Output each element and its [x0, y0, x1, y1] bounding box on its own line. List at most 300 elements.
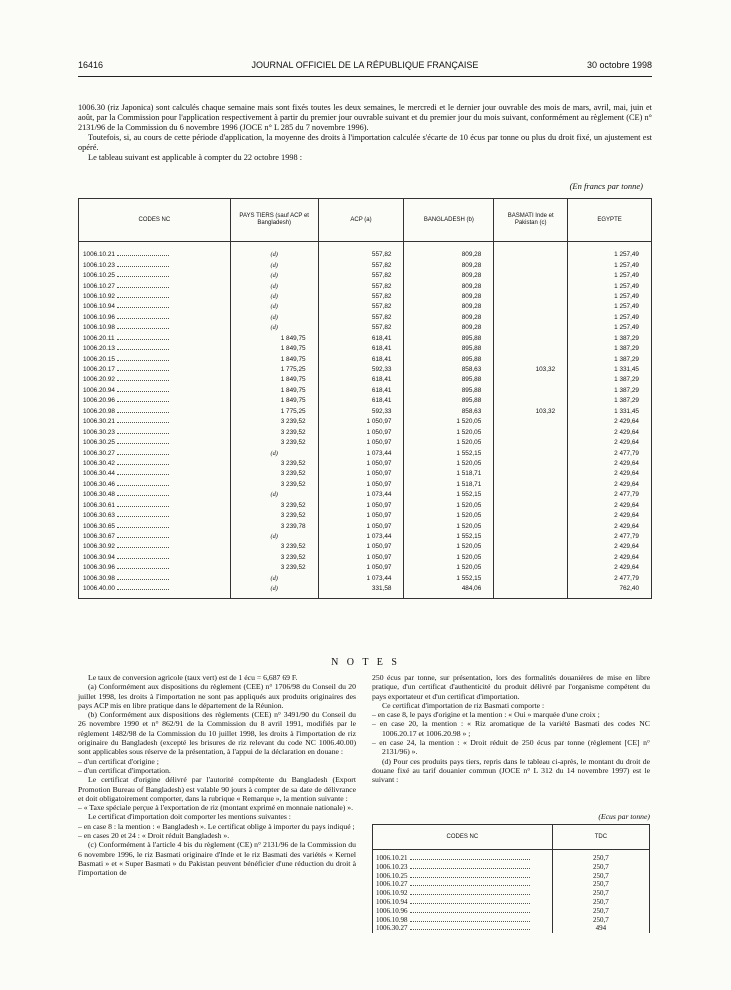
leader-dots [117, 334, 169, 340]
cell-egypte: 1 257,49 [568, 323, 652, 333]
cell-code: 1006.10.96 [79, 313, 231, 323]
leader-dots [410, 917, 530, 922]
cell-acp: 618,41 [318, 375, 404, 385]
cell-bangladesh: 1 552,15 [404, 448, 494, 458]
cell-pays-tiers: (d) [230, 242, 318, 261]
table-row [79, 365, 652, 375]
table-row [79, 532, 652, 542]
tdc-cell-value: 250,7 [552, 863, 649, 872]
cell-egypte: 1 331,45 [568, 407, 652, 417]
cell-egypte: 2 429,64 [568, 438, 652, 448]
leader-dots [117, 261, 169, 267]
cell-bangladesh: 895,88 [404, 386, 494, 396]
duties-table-body [79, 242, 652, 599]
cell-acp: 618,41 [318, 334, 404, 344]
cell-acp: 1 073,44 [318, 532, 404, 542]
small-table-unit: (Ecus par tonne) [598, 812, 650, 821]
table-row [79, 386, 652, 396]
tdc-col-header-codes: CODES NC [373, 825, 553, 850]
tdc-table-row [373, 850, 650, 863]
note-paragraph: (b) Conformément aux dispositions des règlements (CEE) n° 3491/90 du Conseil du 26 novembre 1990 et n° 862/91 de la Commission du 8 avril 1991, modifiés par le règlement 1482/98 de la Commission du 10 juillet 1998, les droits à l'importation de riz originaire du Bangladesh (excepté les brisures de riz relevant du code NC 1006.40.00) sont applicables sous réserve de la présentation, à l'appui de la déclaration en douane : [78, 710, 356, 757]
cell-pays-tiers: 3 239,78 [230, 521, 318, 531]
cell-pays-tiers: 3 239,52 [230, 542, 318, 552]
cell-bangladesh: 1 552,15 [404, 532, 494, 542]
cell-code: 1006.20.15 [79, 354, 231, 364]
table-row [79, 292, 652, 302]
cell-pays-tiers: (d) [230, 323, 318, 333]
table-row [79, 396, 652, 406]
note-paragraph: Le certificat d'origine délivré par l'autorité compétente du Bangladesh (Export Promotion Bureau of Bangladesh) est valable 90 jours à compter de sa date de délivrance et doit obligatoirement comporter, dans la rubrique « Remarque », la mention suivante : [78, 775, 356, 803]
page-number: 16416 [78, 60, 104, 70]
cell-code: 1006.30.27 [79, 448, 231, 458]
tdc-table-body [373, 850, 650, 934]
cell-pays-tiers: (d) [230, 271, 318, 281]
leader-dots [117, 532, 169, 538]
cell-egypte: 2 429,64 [568, 459, 652, 469]
leader-dots [117, 469, 169, 475]
cell-basmati [494, 375, 568, 385]
tdc-cell-code: 1006.10.98 [373, 916, 553, 925]
cell-egypte: 2 429,64 [568, 553, 652, 563]
note-paragraph: – en case 20, la mention : « Riz aromatique de la variété Basmati des codes NC 1006.20.17 et 1006.20.98 » ; [372, 719, 650, 738]
cell-basmati [494, 490, 568, 500]
intro-paragraph: Le tableau suivant est applicable à compter du 22 octobre 1998 : [88, 153, 303, 162]
leader-dots [117, 302, 169, 308]
cell-acp: 557,82 [318, 242, 404, 261]
cell-bangladesh: 1 552,15 [404, 490, 494, 500]
cell-egypte: 1 257,49 [568, 271, 652, 281]
cell-acp: 1 050,97 [318, 469, 404, 479]
cell-bangladesh: 1 520,05 [404, 438, 494, 448]
cell-basmati [494, 553, 568, 563]
note-paragraph: 250 écus par tonne, sur présentation, lors des formalités douanières de mise en libre pratique, d'un certificat d'authenticité du produit délivré par l'organisme compétent du pays exportateur et d'un certificat d'importation. [372, 673, 650, 701]
col-header-egypte: EGYPTE [568, 199, 652, 242]
leader-dots [117, 501, 169, 507]
leader-dots [117, 553, 169, 559]
cell-pays-tiers: 3 239,52 [230, 438, 318, 448]
cell-code: 1006.10.25 [79, 271, 231, 281]
cell-pays-tiers: 3 239,52 [230, 553, 318, 563]
cell-acp: 557,82 [318, 271, 404, 281]
cell-pays-tiers: (d) [230, 584, 318, 599]
table-row [79, 574, 652, 584]
leader-dots [410, 855, 530, 860]
cell-code: 1006.10.23 [79, 260, 231, 270]
cell-acp: 1 050,97 [318, 553, 404, 563]
cell-code: 1006.30.61 [79, 501, 231, 511]
leader-dots [117, 323, 169, 329]
journal-title: JOURNAL OFFICIEL DE LA RÉPUBLIQUE FRANÇAISE [251, 60, 479, 70]
table-row [79, 375, 652, 385]
cell-egypte: 2 477,79 [568, 574, 652, 584]
leader-dots [117, 574, 169, 580]
cell-pays-tiers: (d) [230, 532, 318, 542]
tdc-table-row [373, 872, 650, 881]
tdc-table [372, 824, 650, 933]
table-row [79, 334, 652, 344]
cell-code: 1006.20.13 [79, 344, 231, 354]
table-row [79, 281, 652, 291]
cell-code: 1006.30.21 [79, 417, 231, 427]
table-row [79, 542, 652, 552]
cell-egypte: 1 387,29 [568, 396, 652, 406]
cell-pays-tiers: 3 239,52 [230, 417, 318, 427]
leader-dots [410, 925, 530, 930]
table-row [79, 271, 652, 281]
table-row [79, 553, 652, 563]
tdc-cell-value: 250,7 [552, 880, 649, 889]
cell-bangladesh: 809,28 [404, 281, 494, 291]
cell-acp: 1 073,44 [318, 448, 404, 458]
note-paragraph: Ce certificat d'importation de riz Basmati comporte : [382, 700, 545, 710]
table-unit: (En francs par tonne) [569, 181, 643, 191]
cell-pays-tiers: 3 239,52 [230, 511, 318, 521]
cell-basmati [494, 271, 568, 281]
leader-dots [117, 313, 169, 319]
cell-acp: 557,82 [318, 260, 404, 270]
cell-pays-tiers: 3 239,52 [230, 459, 318, 469]
cell-code: 1006.10.21 [79, 242, 231, 261]
cell-acp: 1 050,97 [318, 459, 404, 469]
table-row [79, 521, 652, 531]
col-header-pays-tiers: PAYS TIERS (sauf ACP et Bangladesh) [230, 199, 318, 242]
table-row [79, 438, 652, 448]
cell-bangladesh: 1 520,05 [404, 427, 494, 437]
note-paragraph: – en case 8, le pays d'origine et la mention : « Oui » marquée d'une croix ; [372, 710, 600, 720]
cell-acp: 1 050,97 [318, 501, 404, 511]
cell-bangladesh: 1 520,05 [404, 511, 494, 521]
cell-bangladesh: 1 520,05 [404, 501, 494, 511]
cell-pays-tiers: 1 849,75 [230, 396, 318, 406]
cell-bangladesh: 1 520,05 [404, 459, 494, 469]
note-paragraph: (d) Pour ces produits pays tiers, repris dans le tableau ci-après, le montant du droit de douane fixé au tarif douanier commun (JOCE n° L 312 du 14 novembre 1997) est le suivant : [372, 756, 650, 785]
table-row [79, 511, 652, 521]
note-paragraph: Le taux de conversion agricole (taux vert) est de 1 écu = 6,687 69 F. [88, 673, 298, 682]
cell-pays-tiers: (d) [230, 448, 318, 458]
cell-basmati: 103,32 [494, 365, 568, 375]
cell-egypte: 1 257,49 [568, 313, 652, 323]
notes-right-column [372, 673, 650, 785]
cell-egypte: 2 429,64 [568, 521, 652, 531]
note-paragraph: – d'un certificat d'origine ; [78, 756, 159, 766]
cell-acp: 1 050,97 [318, 427, 404, 437]
cell-code: 1006.30.96 [79, 563, 231, 573]
leader-dots [117, 375, 169, 381]
cell-basmati [494, 501, 568, 511]
leader-dots [117, 428, 169, 434]
cell-pays-tiers: 1 849,75 [230, 354, 318, 364]
cell-code: 1006.10.94 [79, 302, 231, 312]
leader-dots [117, 438, 169, 444]
table-row [79, 417, 652, 427]
leader-dots [117, 449, 169, 455]
cell-acp: 1 050,97 [318, 542, 404, 552]
cell-acp: 618,41 [318, 386, 404, 396]
cell-pays-tiers: 1 849,75 [230, 334, 318, 344]
cell-egypte: 2 429,64 [568, 511, 652, 521]
cell-basmati [494, 469, 568, 479]
cell-basmati [494, 281, 568, 291]
tdc-cell-value: 250,7 [552, 907, 649, 916]
table-row [79, 313, 652, 323]
cell-pays-tiers: (d) [230, 281, 318, 291]
cell-egypte: 2 429,64 [568, 417, 652, 427]
cell-code: 1006.10.98 [79, 323, 231, 333]
tdc-col-header-tdc: TDC [552, 825, 649, 850]
cell-egypte: 2 429,64 [568, 427, 652, 437]
cell-basmati [494, 292, 568, 302]
cell-acp: 1 073,44 [318, 574, 404, 584]
cell-egypte: 1 257,49 [568, 292, 652, 302]
page-header [78, 60, 652, 74]
cell-egypte: 2 477,79 [568, 532, 652, 542]
cell-acp: 618,41 [318, 344, 404, 354]
tdc-cell-code: 1006.10.92 [373, 889, 553, 898]
leader-dots [117, 407, 169, 413]
cell-pays-tiers: 1 775,25 [230, 365, 318, 375]
cell-egypte: 2 429,64 [568, 469, 652, 479]
cell-code: 1006.30.98 [79, 574, 231, 584]
leader-dots [117, 480, 169, 486]
cell-bangladesh: 484,06 [404, 584, 494, 599]
cell-code: 1006.30.92 [79, 542, 231, 552]
note-paragraph: – en cases 20 et 24 : « Droit réduit Bangladesh ». [78, 831, 230, 841]
cell-bangladesh: 1 520,05 [404, 542, 494, 552]
notes-left-column [78, 673, 356, 878]
note-paragraph: Le certificat d'importation doit comporter les mentions suivantes : [88, 812, 291, 822]
leader-dots [117, 250, 169, 256]
cell-acp: 1 073,44 [318, 490, 404, 500]
cell-egypte: 2 429,64 [568, 563, 652, 573]
cell-code: 1006.20.11 [79, 334, 231, 344]
cell-basmati [494, 480, 568, 490]
tdc-table-row [373, 907, 650, 916]
cell-basmati [494, 417, 568, 427]
table-row [79, 469, 652, 479]
cell-egypte: 1 257,49 [568, 242, 652, 261]
cell-code: 1006.20.94 [79, 386, 231, 396]
cell-basmati [494, 563, 568, 573]
cell-basmati [494, 542, 568, 552]
cell-code: 1006.30.67 [79, 532, 231, 542]
col-header-bangladesh: BANGLADESH (b) [404, 199, 494, 242]
header-rule [78, 76, 652, 77]
tdc-cell-value: 250,7 [552, 872, 649, 881]
table-row [79, 584, 652, 599]
cell-bangladesh: 1 518,71 [404, 480, 494, 490]
tdc-cell-code: 1006.10.96 [373, 907, 553, 916]
table-row [79, 344, 652, 354]
cell-pays-tiers: (d) [230, 302, 318, 312]
note-paragraph: – d'un certificat d'importation. [78, 765, 171, 775]
leader-dots [410, 873, 530, 878]
cell-bangladesh: 858,63 [404, 365, 494, 375]
cell-pays-tiers: (d) [230, 574, 318, 584]
table-row [79, 260, 652, 270]
cell-pays-tiers: (d) [230, 260, 318, 270]
cell-egypte: 1 387,29 [568, 354, 652, 364]
cell-acp: 557,82 [318, 302, 404, 312]
cell-code: 1006.30.63 [79, 511, 231, 521]
cell-code: 1006.30.94 [79, 553, 231, 563]
cell-code: 1006.40.00 [79, 584, 231, 599]
tdc-table-row [373, 898, 650, 907]
leader-dots [117, 542, 169, 548]
leader-dots [117, 511, 169, 517]
cell-acp: 1 050,97 [318, 438, 404, 448]
cell-egypte: 2 429,64 [568, 501, 652, 511]
col-header-basmati: BASMATI Inde et Pakistan (c) [494, 199, 568, 242]
tdc-cell-code: 1006.30.27 [373, 924, 553, 933]
cell-bangladesh: 809,28 [404, 242, 494, 261]
tdc-table-row [373, 916, 650, 925]
tdc-cell-value: 250,7 [552, 916, 649, 925]
cell-basmati [494, 344, 568, 354]
cell-basmati [494, 438, 568, 448]
page-date: 30 octobre 1998 [586, 60, 652, 70]
cell-acp: 592,33 [318, 365, 404, 375]
cell-basmati [494, 521, 568, 531]
tdc-table-row [373, 880, 650, 889]
intro-text [78, 103, 652, 163]
cell-pays-tiers: (d) [230, 490, 318, 500]
cell-bangladesh: 895,88 [404, 344, 494, 354]
table-row [79, 407, 652, 417]
cell-basmati [494, 396, 568, 406]
cell-pays-tiers: 1 849,75 [230, 344, 318, 354]
leader-dots [117, 282, 169, 288]
cell-acp: 1 050,97 [318, 511, 404, 521]
tdc-cell-value: 250,7 [552, 889, 649, 898]
leader-dots [410, 881, 530, 886]
leader-dots [117, 365, 169, 371]
cell-basmati [494, 334, 568, 344]
cell-bangladesh: 895,88 [404, 354, 494, 364]
table-row [79, 448, 652, 458]
leader-dots [410, 890, 530, 895]
cell-bangladesh: 1 520,05 [404, 563, 494, 573]
cell-pays-tiers: 3 239,52 [230, 480, 318, 490]
note-paragraph: (a) Conformément aux dispositions du règlement (CEE) n° 1706/98 du Conseil du 20 juillet 1998, les droits à l'importation ne sont pas appliqués aux produits originaires des pays ACP mis en libre pratique dans le département de la Réunion. [78, 682, 356, 710]
cell-bangladesh: 895,88 [404, 375, 494, 385]
cell-code: 1006.30.23 [79, 427, 231, 437]
cell-acp: 592,33 [318, 407, 404, 417]
cell-egypte: 762,40 [568, 584, 652, 599]
cell-egypte: 1 257,49 [568, 260, 652, 270]
cell-basmati [494, 574, 568, 584]
tdc-cell-value: 250,7 [552, 898, 649, 907]
cell-code: 1006.20.92 [79, 375, 231, 385]
leader-dots [117, 522, 169, 528]
cell-bangladesh: 858,63 [404, 407, 494, 417]
leader-dots [117, 417, 169, 423]
cell-basmati [494, 386, 568, 396]
table-row [79, 427, 652, 437]
cell-pays-tiers: 3 239,52 [230, 469, 318, 479]
cell-egypte: 1 387,29 [568, 386, 652, 396]
tdc-table-row [373, 863, 650, 872]
cell-basmati [494, 427, 568, 437]
cell-pays-tiers: (d) [230, 313, 318, 323]
col-header-codes: CODES NC [79, 199, 231, 242]
cell-acp: 1 050,97 [318, 480, 404, 490]
intro-paragraph: Toutefois, si, au cours de cette période d'application, la moyenne des droits à l'importation calculée s'écarte de 10 écus par tonne ou plus du droit fixé, un ajustement est opéré. [78, 133, 652, 152]
table-row [79, 354, 652, 364]
cell-basmati [494, 242, 568, 261]
leader-dots [410, 899, 530, 904]
cell-basmati [494, 323, 568, 333]
leader-dots [410, 864, 530, 869]
note-paragraph: (c) Conformément à l'article 4 bis du règlement (CE) n° 2131/96 de la Commission du 6 novembre 1996, le riz Basmati originaire d'Inde et le riz Basmati des variétés « Kernel Basmati » et « Super Basmati » du Pakistan peuvent bénéficier d'une réduction du droit à l'importation de [78, 840, 356, 878]
tdc-cell-code: 1006.10.27 [373, 880, 553, 889]
cell-code: 1006.30.44 [79, 469, 231, 479]
cell-pays-tiers: 1 775,25 [230, 407, 318, 417]
cell-bangladesh: 1 520,05 [404, 417, 494, 427]
tdc-cell-value: 250,7 [552, 850, 649, 863]
cell-egypte: 1 387,29 [568, 375, 652, 385]
cell-acp: 331,58 [318, 584, 404, 599]
cell-basmati: 103,32 [494, 407, 568, 417]
cell-code: 1006.20.96 [79, 396, 231, 406]
cell-pays-tiers: 3 239,52 [230, 501, 318, 511]
cell-bangladesh: 895,88 [404, 396, 494, 406]
cell-bangladesh: 809,28 [404, 313, 494, 323]
cell-egypte: 2 477,79 [568, 448, 652, 458]
cell-egypte: 1 387,29 [568, 344, 652, 354]
cell-bangladesh: 1 552,15 [404, 574, 494, 584]
cell-code: 1006.30.42 [79, 459, 231, 469]
leader-dots [117, 563, 169, 569]
tdc-cell-code: 1006.10.23 [373, 863, 553, 872]
leader-dots [117, 355, 169, 361]
table-row [79, 563, 652, 573]
cell-basmati [494, 584, 568, 599]
cell-code: 1006.30.65 [79, 521, 231, 531]
cell-bangladesh: 1 520,05 [404, 521, 494, 531]
cell-basmati [494, 532, 568, 542]
cell-egypte: 1 387,29 [568, 334, 652, 344]
cell-code: 1006.20.17 [79, 365, 231, 375]
cell-egypte: 1 257,49 [568, 281, 652, 291]
cell-basmati [494, 260, 568, 270]
cell-acp: 618,41 [318, 354, 404, 364]
cell-code: 1006.10.27 [79, 281, 231, 291]
cell-bangladesh: 1 520,05 [404, 553, 494, 563]
cell-basmati [494, 302, 568, 312]
cell-egypte: 2 429,64 [568, 542, 652, 552]
leader-dots [117, 584, 169, 590]
cell-basmati [494, 511, 568, 521]
table-row [79, 242, 652, 261]
cell-basmati [494, 354, 568, 364]
cell-bangladesh: 809,28 [404, 302, 494, 312]
cell-code: 1006.20.98 [79, 407, 231, 417]
cell-code: 1006.10.92 [79, 292, 231, 302]
leader-dots [117, 271, 169, 277]
cell-egypte: 1 257,49 [568, 302, 652, 312]
table-row [79, 459, 652, 469]
note-paragraph: – en case 24, la mention : « Droit réduit de 250 écus par tonne (règlement [CE] n° 2131/96) ». [372, 738, 650, 757]
tdc-table-row [373, 924, 650, 933]
table-row [79, 480, 652, 490]
notes-title: N O T E S [331, 657, 400, 668]
cell-basmati [494, 448, 568, 458]
leader-dots [117, 292, 169, 298]
cell-code: 1006.30.48 [79, 490, 231, 500]
table-row [79, 501, 652, 511]
cell-code: 1006.30.46 [79, 480, 231, 490]
table-row [79, 323, 652, 333]
